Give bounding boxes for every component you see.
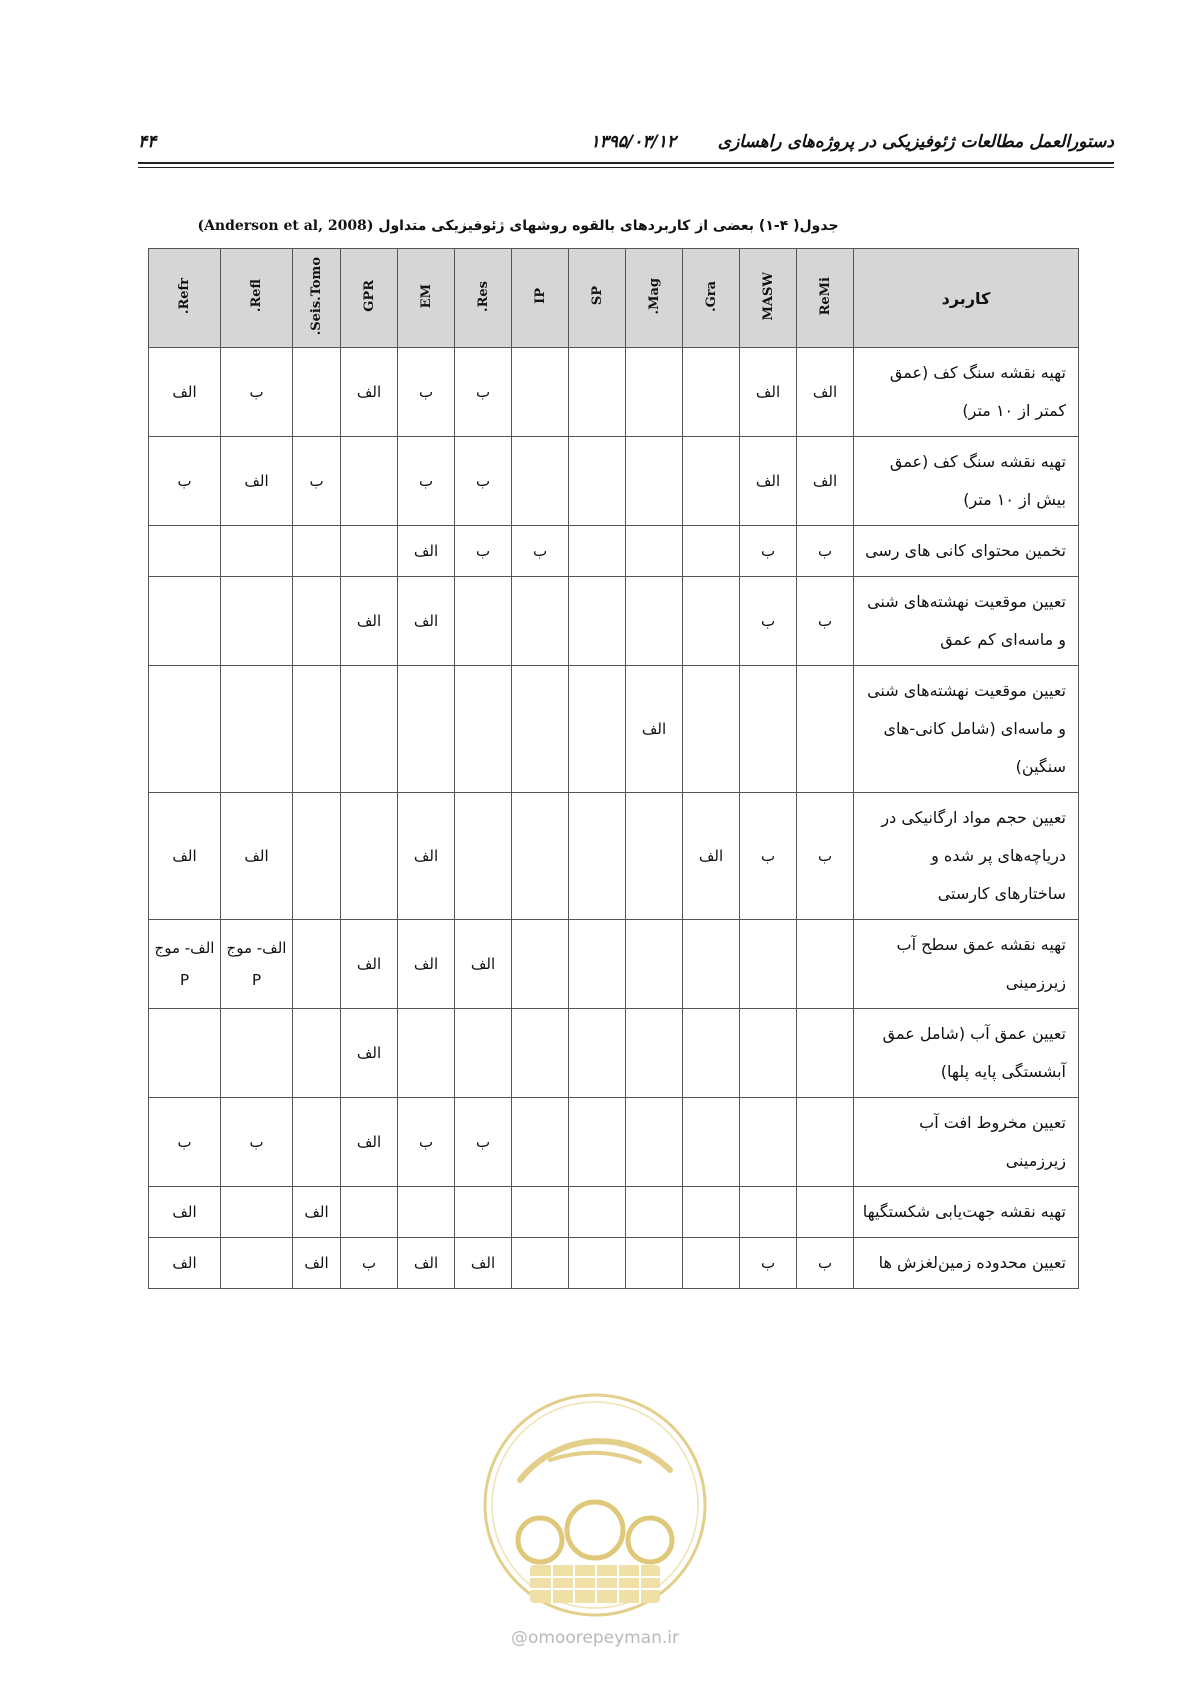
rating-cell: ب (740, 793, 797, 920)
rating-cell (512, 577, 569, 666)
rating-cell: ب (740, 526, 797, 577)
rating-cell (626, 437, 683, 526)
rating-cell: الف (221, 437, 293, 526)
rating-cell: الف- موج P (149, 920, 221, 1009)
rating-cell (740, 1187, 797, 1238)
rating-cell: ب (740, 1238, 797, 1289)
rating-cell: الف (149, 793, 221, 920)
gear-icon (518, 1502, 672, 1562)
rating-cell: الف (740, 348, 797, 437)
method-column-header (149, 249, 221, 348)
method-column-header (626, 249, 683, 348)
rating-cell: ب (293, 437, 341, 526)
rating-cell (626, 793, 683, 920)
rating-cell: ب (221, 348, 293, 437)
method-column-header (797, 249, 854, 348)
table-row (149, 1009, 1079, 1098)
rating-cell: الف (149, 1187, 221, 1238)
method-header-label: Refr. (177, 277, 192, 315)
rating-cell (569, 1009, 626, 1098)
usage-column-header: کاربرد (854, 249, 1079, 348)
rating-cell: الف (797, 348, 854, 437)
rating-cell (569, 437, 626, 526)
method-header-label: MASW (760, 271, 776, 321)
rating-cell: ب (455, 437, 512, 526)
rating-cell: الف (398, 526, 455, 577)
method-column-header (341, 249, 398, 348)
rating-cell: الف (149, 1238, 221, 1289)
rating-cell (569, 1238, 626, 1289)
table-row (149, 1238, 1079, 1289)
method-header-label: GPR (361, 280, 377, 312)
page-number: ۴۴ (138, 132, 157, 152)
rating-cell (797, 1187, 854, 1238)
usage-cell: تهیه نقشه سنگ کف (عمق بیش از ۱۰ متر) (854, 437, 1079, 526)
rating-cell (740, 1098, 797, 1187)
method-column-header (569, 249, 626, 348)
rating-cell: ب (455, 1098, 512, 1187)
rating-cell (398, 1009, 455, 1098)
usage-cell: تعیین موقعیت نهشته‌های شنی و ماسه‌ای (شامل کانی-های سنگین) (854, 666, 1079, 793)
table-row (149, 437, 1079, 526)
rating-cell: ب (221, 1098, 293, 1187)
rating-cell: الف (341, 1098, 398, 1187)
rating-cell: الف (341, 577, 398, 666)
header-rule-thin (138, 167, 1114, 168)
rating-cell (683, 348, 740, 437)
rating-cell (455, 666, 512, 793)
rating-cell (293, 577, 341, 666)
method-header-label: ReMi (817, 276, 833, 316)
rating-cell (512, 348, 569, 437)
rating-cell (569, 526, 626, 577)
rating-cell (149, 526, 221, 577)
rating-cell: ب (149, 1098, 221, 1187)
method-column-header (683, 249, 740, 348)
table-row (149, 1098, 1079, 1187)
rating-cell (683, 1238, 740, 1289)
rating-cell: الف (341, 348, 398, 437)
rating-cell (512, 1187, 569, 1238)
rating-cell: ب (398, 348, 455, 437)
rating-cell (512, 793, 569, 920)
table-caption (148, 218, 888, 234)
rating-cell: الف (398, 1238, 455, 1289)
rating-cell: الف (398, 920, 455, 1009)
document-title: دستورالعمل مطالعات ژئوفیزیکی در پروژه‌های راهسازی (717, 132, 1114, 152)
usage-cell: تهیه نقشه سنگ کف (عمق کمتر از ۱۰ متر) (854, 348, 1079, 437)
rating-cell (569, 1187, 626, 1238)
applications-table (148, 248, 1079, 1289)
rating-cell (626, 1187, 683, 1238)
usage-cell: تعیین مخروط افت آب زیرزمینی (854, 1098, 1079, 1187)
rating-cell (293, 348, 341, 437)
rating-cell (626, 1098, 683, 1187)
rating-cell: ب (797, 526, 854, 577)
method-column-header (455, 249, 512, 348)
rating-cell (683, 920, 740, 1009)
rating-cell: ب (797, 577, 854, 666)
rating-cell: ب (455, 348, 512, 437)
rating-cell: الف (221, 793, 293, 920)
rating-cell (740, 666, 797, 793)
table-row (149, 348, 1079, 437)
table-body (149, 348, 1079, 1289)
rating-cell (683, 526, 740, 577)
rating-cell: الف (398, 793, 455, 920)
method-header-label: Mag. (646, 277, 662, 315)
rating-cell: ب (797, 1238, 854, 1289)
rating-cell: الف (293, 1187, 341, 1238)
rating-cell (569, 348, 626, 437)
rating-cell (341, 666, 398, 793)
caption-reference: (Anderson et al, 2008) (197, 218, 374, 234)
rating-cell: الف (740, 437, 797, 526)
method-header-label: IP (532, 288, 548, 304)
rating-cell (293, 793, 341, 920)
table-row (149, 577, 1079, 666)
method-column-header (740, 249, 797, 348)
rating-cell (569, 577, 626, 666)
table-row (149, 666, 1079, 793)
rating-cell: ب (398, 437, 455, 526)
rating-cell (626, 577, 683, 666)
rating-cell: الف- موج P (221, 920, 293, 1009)
rating-cell: ب (512, 526, 569, 577)
rating-cell: الف (341, 920, 398, 1009)
rating-cell: الف (398, 577, 455, 666)
rating-cell (683, 1187, 740, 1238)
rating-cell (293, 1098, 341, 1187)
rating-cell (626, 348, 683, 437)
rating-cell: ب (797, 793, 854, 920)
rating-cell (569, 666, 626, 793)
rating-cell (740, 1009, 797, 1098)
method-column-header (398, 249, 455, 348)
header-rule-thick (138, 162, 1114, 164)
rating-cell (740, 920, 797, 1009)
rating-cell (512, 666, 569, 793)
table-row (149, 1187, 1079, 1238)
page-header (138, 128, 1114, 164)
rating-cell: ب (455, 526, 512, 577)
method-header-label: EM (418, 283, 434, 309)
rating-cell (683, 437, 740, 526)
usage-cell: تخمین محتوای کانی های رسی (854, 526, 1079, 577)
rating-cell (149, 577, 221, 666)
rating-cell (683, 1009, 740, 1098)
rating-cell: ب (740, 577, 797, 666)
rating-cell (683, 577, 740, 666)
rating-cell (221, 577, 293, 666)
usage-cell: تهیه نقشه عمق سطح آب زیرزمینی (854, 920, 1079, 1009)
rating-cell (626, 1009, 683, 1098)
rating-cell (455, 793, 512, 920)
rating-cell: الف (683, 793, 740, 920)
rating-cell (797, 1098, 854, 1187)
rating-cell (512, 437, 569, 526)
rating-cell: الف (293, 1238, 341, 1289)
table-row (149, 526, 1079, 577)
rating-cell (455, 1009, 512, 1098)
rating-cell: الف (455, 920, 512, 1009)
usage-cell: تعیین محدوده زمین‌لغزش ها (854, 1238, 1079, 1289)
rating-cell: الف (341, 1009, 398, 1098)
rating-cell (293, 666, 341, 793)
rating-cell: الف (797, 437, 854, 526)
method-column-header (221, 249, 293, 348)
rating-cell (221, 1009, 293, 1098)
rating-cell (293, 1009, 341, 1098)
publisher-seal-watermark (480, 1390, 710, 1620)
rating-cell (797, 666, 854, 793)
rating-cell (455, 577, 512, 666)
rating-cell (569, 1098, 626, 1187)
rating-cell (293, 526, 341, 577)
rating-cell (221, 666, 293, 793)
caption-text: جدول( ۴-۱) بعضی از کاربردهای بالقوه روشهای ژئوفیزیکی متداول (378, 218, 839, 234)
rating-cell: ب (341, 1238, 398, 1289)
method-header-label: Res. (475, 280, 491, 312)
method-header-label: Seis.Tomo. (309, 256, 324, 336)
rating-cell (512, 1098, 569, 1187)
rating-cell (512, 1238, 569, 1289)
table-row (149, 920, 1079, 1009)
rating-cell: الف (149, 348, 221, 437)
rating-cell (569, 793, 626, 920)
rating-cell (341, 1187, 398, 1238)
usage-cell: تهیه نقشه جهت‌یابی شکستگیها (854, 1187, 1079, 1238)
rating-cell (398, 1187, 455, 1238)
document-date: ۱۳۹۵/۰۳/۱۲ (590, 132, 676, 152)
rating-cell (221, 1238, 293, 1289)
watermark-url: @omoorepeyman.ir (510, 1628, 680, 1648)
rating-cell: ب (149, 437, 221, 526)
rating-cell (149, 1009, 221, 1098)
usage-cell: تعیین موقعیت نهشته‌های شنی و ماسه‌ای کم عمق (854, 577, 1079, 666)
rating-cell (797, 920, 854, 1009)
method-column-header (512, 249, 569, 348)
rating-cell: الف (455, 1238, 512, 1289)
method-column-header (293, 249, 341, 348)
rating-cell (455, 1187, 512, 1238)
rating-cell (221, 526, 293, 577)
usage-cell: تعیین عمق آب (شامل عمق آبشستگی پایه پلها) (854, 1009, 1079, 1098)
table-row (149, 793, 1079, 920)
rating-cell (512, 920, 569, 1009)
method-header-label: SP (589, 286, 605, 306)
method-header-label: Gra. (703, 280, 719, 312)
rating-cell (221, 1187, 293, 1238)
rating-cell (398, 666, 455, 793)
rating-cell (149, 666, 221, 793)
rating-cell (626, 1238, 683, 1289)
rating-cell (341, 526, 398, 577)
rating-cell (293, 920, 341, 1009)
rating-cell (341, 437, 398, 526)
rating-cell (569, 920, 626, 1009)
rating-cell: الف (626, 666, 683, 793)
table-header-row (149, 249, 1079, 348)
usage-cell: تعیین حجم مواد ارگانیکی در دریاچه‌های پر شده و ساختارهای کارستی (854, 793, 1079, 920)
rating-cell (683, 666, 740, 793)
rating-cell (626, 920, 683, 1009)
method-header-label: Refl. (249, 279, 264, 313)
rating-cell (626, 526, 683, 577)
rating-cell (341, 793, 398, 920)
rating-cell (512, 1009, 569, 1098)
rating-cell: ب (398, 1098, 455, 1187)
rating-cell (683, 1098, 740, 1187)
rating-cell (797, 1009, 854, 1098)
